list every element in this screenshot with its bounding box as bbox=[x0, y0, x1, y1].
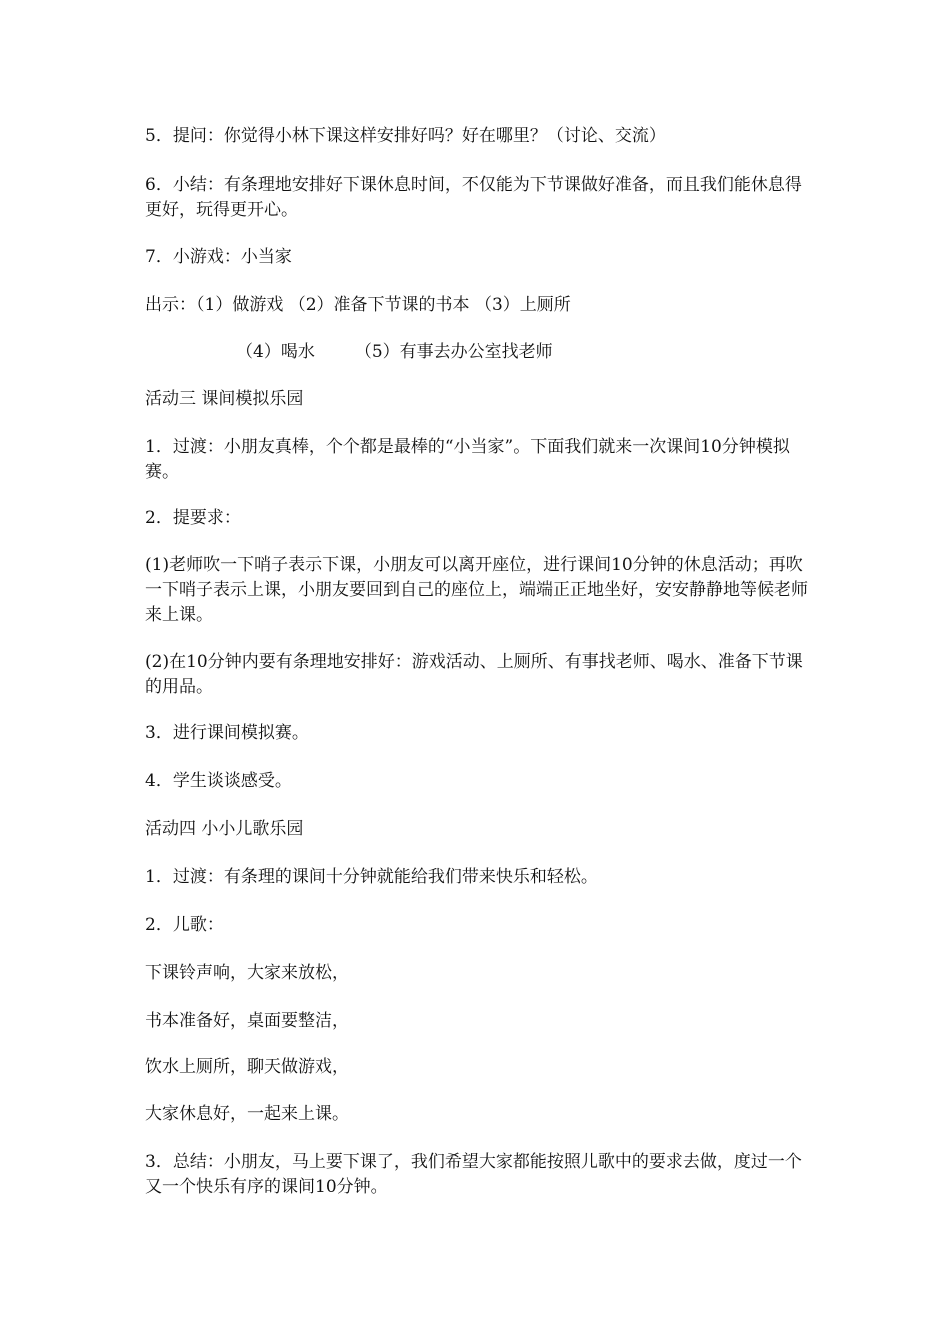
paragraph-requirements: 2．提要求： bbox=[145, 508, 241, 528]
paragraph-mock-contest: 3．进行课间模拟赛。 bbox=[145, 723, 309, 743]
paragraph-requirement-1: (1)老师吹一下哨子表示下课，小朋友可以离开座位，进行课间10分钟的休息活动；再吹一下哨子表示上课，小朋友要回到自己的座位上，端端正正地坐好，安安静静地等候老师来上课。 bbox=[145, 555, 808, 625]
paragraph-transition-2: 1．过渡：有条理的课间十分钟就能给我们带来快乐和轻松。 bbox=[145, 867, 598, 887]
paragraph-transition-1: 1．过渡：小朋友真棒，个个都是最棒的“小当家”。下面我们就来一次课间10分钟模拟赛。 bbox=[145, 437, 790, 482]
paragraph-nursery-rhyme: 2．儿歌： bbox=[145, 915, 224, 935]
paragraph-share-feelings: 4．学生谈谈感受。 bbox=[145, 771, 292, 791]
rhyme-line-2: 书本准备好，桌面要整洁， bbox=[145, 1011, 349, 1031]
paragraph-mini-game: 7．小游戏：小当家 bbox=[145, 247, 292, 267]
item-visit-office: （5）有事去办公室找老师 bbox=[354, 342, 553, 362]
heading-activity-four: 活动四 小小儿歌乐园 bbox=[145, 819, 304, 839]
rhyme-line-1: 下课铃声响，大家来放松， bbox=[145, 963, 349, 983]
paragraph-requirement-2: (2)在10分钟内要有条理地安排好：游戏活动、上厕所、有事找老师、喝水、准备下节课的用品。 bbox=[145, 652, 803, 697]
paragraph-conclusion: 3．总结：小朋友，马上要下课了，我们希望大家都能按照儿歌中的要求去做，度过一个又一个快乐有序的课间10分钟。 bbox=[145, 1152, 802, 1197]
paragraph-summary: 6．小结：有条理地安排好下课休息时间，不仅能为下节课做好准备，而且我们能休息得更好，玩得更开心。 bbox=[145, 175, 802, 220]
item-drink-water: （4）喝水 bbox=[236, 342, 315, 362]
paragraph-question: 5．提问：你觉得小林下课这样安排好吗？好在哪里？（讨论、交流） bbox=[145, 126, 666, 146]
paragraph-show-items: 出示：（1）做游戏 （2）准备下节课的书本 （3）上厕所 bbox=[145, 295, 571, 315]
rhyme-line-4: 大家休息好，一起来上课。 bbox=[145, 1104, 349, 1124]
rhyme-line-3: 饮水上厕所，聊天做游戏， bbox=[145, 1057, 349, 1077]
paragraph-show-items-cont bbox=[236, 340, 901, 365]
heading-activity-three: 活动三 课间模拟乐园 bbox=[145, 389, 304, 409]
